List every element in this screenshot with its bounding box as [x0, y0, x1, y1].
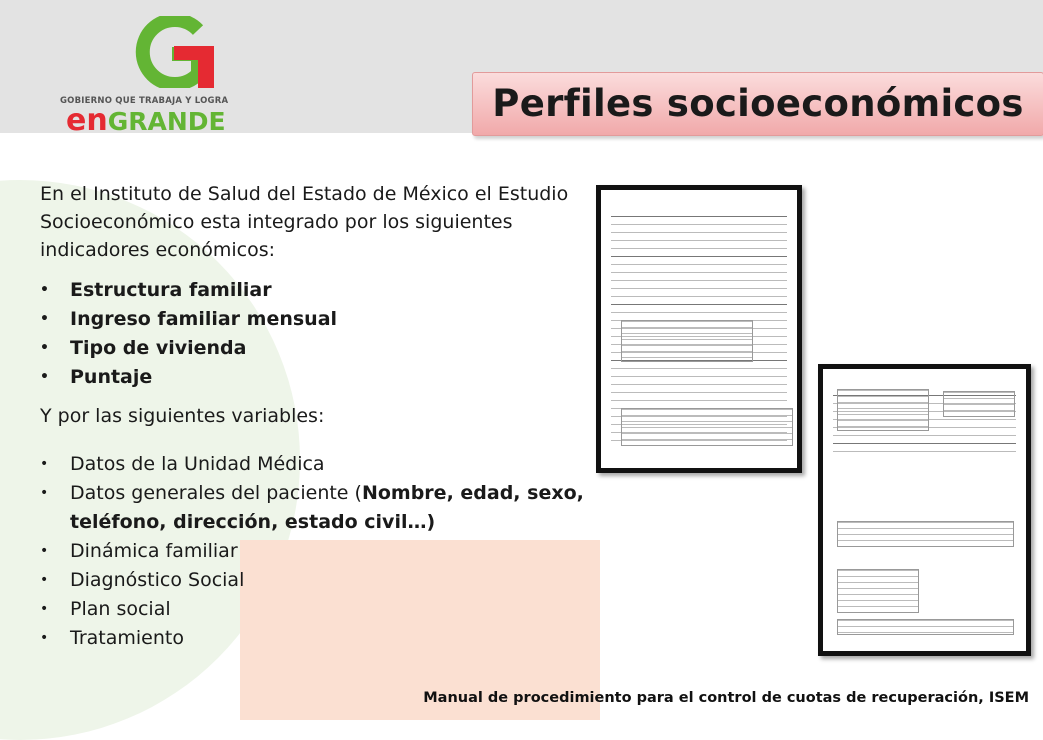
page-title: Perfiles socioeconómicos	[492, 82, 1024, 125]
variable-item: • Dinámica familiar	[40, 537, 600, 566]
title-banner	[472, 72, 1043, 136]
indicator-item: • Ingreso familiar mensual	[40, 305, 600, 334]
indicators-list	[40, 276, 600, 392]
indicator-item: • Estructura familiar	[40, 276, 600, 305]
form-image-page-2	[818, 364, 1031, 656]
variable-item: • Tratamiento	[40, 624, 600, 653]
form-table	[621, 320, 753, 362]
footer-caption: Manual de procedimiento para el control de cuotas de recuperación, ISEM	[423, 690, 1029, 706]
variables-title: Y por las siguientes variables:	[40, 405, 325, 427]
logo-en: en	[66, 103, 108, 138]
variable-item	[40, 479, 600, 537]
variable-item: • Diagnóstico Social	[40, 566, 600, 595]
variable-item: • Datos de la Unidad Médica	[40, 450, 600, 479]
logo-slogan: GOBIERNO QUE TRABAJA Y LOGRA	[60, 96, 229, 106]
form-table	[621, 408, 793, 446]
variable-item-bold: Nombre, edad, sexo, teléfono, dirección, estado civil…)	[70, 482, 584, 533]
logo-g-icon	[128, 16, 214, 88]
form-table	[837, 521, 1014, 547]
variable-item-prefix: Datos generales del paciente (	[70, 482, 362, 504]
main-content	[40, 180, 600, 653]
variable-item: • Plan social	[40, 595, 600, 624]
logo-wordmark	[66, 103, 226, 139]
government-logo	[60, 16, 230, 138]
form-table	[943, 391, 1015, 417]
indicator-item: • Puntaje	[40, 363, 600, 392]
indicator-item: • Tipo de vivienda	[40, 334, 600, 363]
variables-list	[40, 450, 600, 653]
form-table	[837, 619, 1014, 635]
logo-grande: GRANDE	[107, 107, 226, 136]
intro-paragraph: En el Instituto de Salud del Estado de México el Estudio Socioeconómico esta integrado por los siguientes indicadores económicos:	[40, 183, 569, 261]
form-image-page-1	[596, 185, 802, 473]
form-table	[837, 389, 929, 431]
form-table	[837, 569, 919, 613]
